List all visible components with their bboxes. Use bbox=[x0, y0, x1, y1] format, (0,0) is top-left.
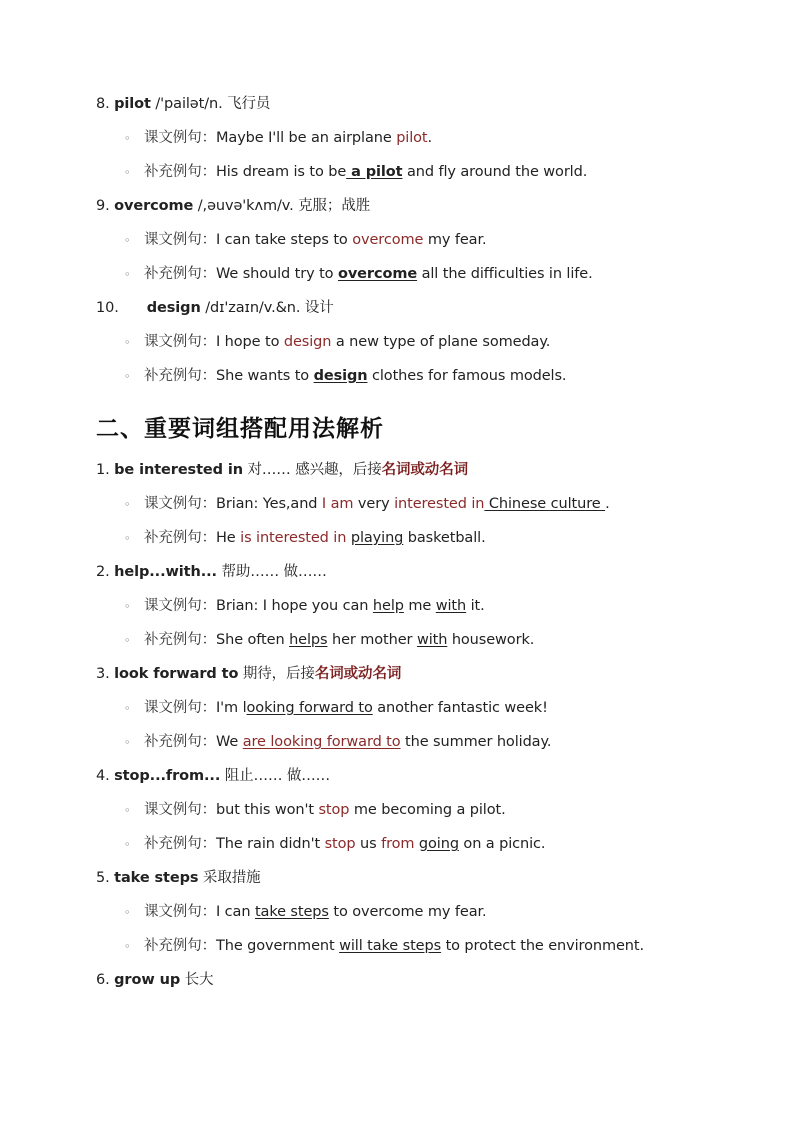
entry-number: 10. bbox=[96, 300, 119, 316]
entry-number: 9. bbox=[96, 198, 110, 214]
example-extra: ◦ 补充例句：The rain didn't stop us from going on a picnic. bbox=[124, 834, 545, 855]
bullet-icon: ◦ bbox=[124, 336, 131, 349]
phrase-entry-stop-from: 4. stop...from... 阻止…… 做…… bbox=[96, 768, 331, 784]
bullet-icon: ◦ bbox=[124, 940, 131, 953]
entry-phrase: help...with... bbox=[114, 564, 217, 580]
example-lesson: ◦ 课文例句：Maybe I'll be an airplane pilot. bbox=[124, 128, 432, 149]
bullet-icon: ◦ bbox=[124, 634, 131, 647]
example-extra: ◦ 补充例句：She often helps her mother with housework. bbox=[124, 630, 534, 651]
example-lesson: ◦ 课文例句：I hope to design a new type of plane someday. bbox=[124, 332, 550, 353]
vocab-entry-pilot bbox=[96, 94, 270, 114]
example-extra: ◦ 补充例句：He is interested in playing basketball. bbox=[124, 528, 486, 549]
example-extra: ◦ 补充例句：We should try to overcome all the difficulties in life. bbox=[124, 264, 593, 285]
entry-phrase: be interested in bbox=[114, 462, 243, 478]
entry-phonetic: /,əuvə'kʌm/v. 克服；战胜 bbox=[193, 198, 371, 214]
example-extra: ◦ 补充例句：She wants to design clothes for famous models. bbox=[124, 366, 566, 387]
example-extra: ◦ 补充例句：His dream is to be a pilot and fly around the world. bbox=[124, 162, 587, 183]
phrase-entry-be-interested-in: 1. be interested in 对…… 感兴趣，后接名词或动名词 bbox=[96, 462, 469, 478]
example-lesson: ◦ 课文例句：I can take steps to overcome my fear. bbox=[124, 230, 487, 251]
vocab-entry-design bbox=[96, 298, 334, 318]
entry-word: pilot bbox=[114, 96, 151, 112]
bullet-icon: ◦ bbox=[124, 498, 131, 511]
bullet-icon: ◦ bbox=[124, 804, 131, 817]
entry-number: 8. bbox=[96, 96, 110, 112]
section-title: 二、重要词组搭配用法解析 bbox=[96, 416, 384, 442]
usage-note: 名词或动名词 bbox=[381, 462, 469, 478]
bullet-icon: ◦ bbox=[124, 600, 131, 613]
bullet-icon: ◦ bbox=[124, 132, 131, 145]
entry-phrase: take steps bbox=[114, 870, 199, 886]
phrase-entry-take-steps: 5. take steps 采取措施 bbox=[96, 870, 261, 886]
bullet-icon: ◦ bbox=[124, 166, 131, 179]
vocab-entry-overcome bbox=[96, 196, 370, 216]
entry-phrase: grow up bbox=[114, 972, 181, 988]
example-lesson: ◦ 课文例句：Brian: Yes,and I am very interested in Chinese culture . bbox=[124, 494, 610, 515]
phrase-entry-help-with: 2. help...with... 帮助…… 做…… bbox=[96, 564, 327, 580]
phrase-entry-look-forward-to: 3. look forward to 期待，后接名词或动名词 bbox=[96, 666, 402, 682]
bullet-icon: ◦ bbox=[124, 234, 131, 247]
example-extra: ◦ 补充例句：We are looking forward to the summer holiday. bbox=[124, 732, 551, 753]
bullet-icon: ◦ bbox=[124, 906, 131, 919]
entry-word: overcome bbox=[114, 198, 194, 214]
entry-phrase: look forward to bbox=[114, 666, 239, 682]
bullet-icon: ◦ bbox=[124, 532, 131, 545]
entry-phrase: stop...from... bbox=[114, 768, 221, 784]
entry-word: design bbox=[146, 300, 201, 316]
phrase-entry-grow-up: 6. grow up 长大 bbox=[96, 972, 214, 988]
bullet-icon: ◦ bbox=[124, 736, 131, 749]
bullet-icon: ◦ bbox=[124, 268, 131, 281]
bullet-icon: ◦ bbox=[124, 838, 131, 851]
entry-phonetic: /dɪ'zaɪn/v.&n. 设计 bbox=[200, 300, 334, 316]
example-lesson: ◦ 课文例句：but this won't stop me becoming a pilot. bbox=[124, 800, 506, 821]
example-lesson: ◦ 课文例句：Brian: I hope you can help me with it. bbox=[124, 596, 485, 617]
bullet-icon: ◦ bbox=[124, 702, 131, 715]
example-lesson: ◦ 课文例句：I can take steps to overcome my fear. bbox=[124, 902, 487, 923]
bullet-icon: ◦ bbox=[124, 370, 131, 383]
example-extra: ◦ 补充例句：The government will take steps to protect the environment. bbox=[124, 936, 644, 957]
usage-note: 名词或动名词 bbox=[314, 666, 402, 682]
example-lesson: ◦ 课文例句：I'm looking forward to another fantastic week! bbox=[124, 698, 548, 719]
entry-phonetic: /'pailət/n. 飞行员 bbox=[150, 96, 271, 112]
